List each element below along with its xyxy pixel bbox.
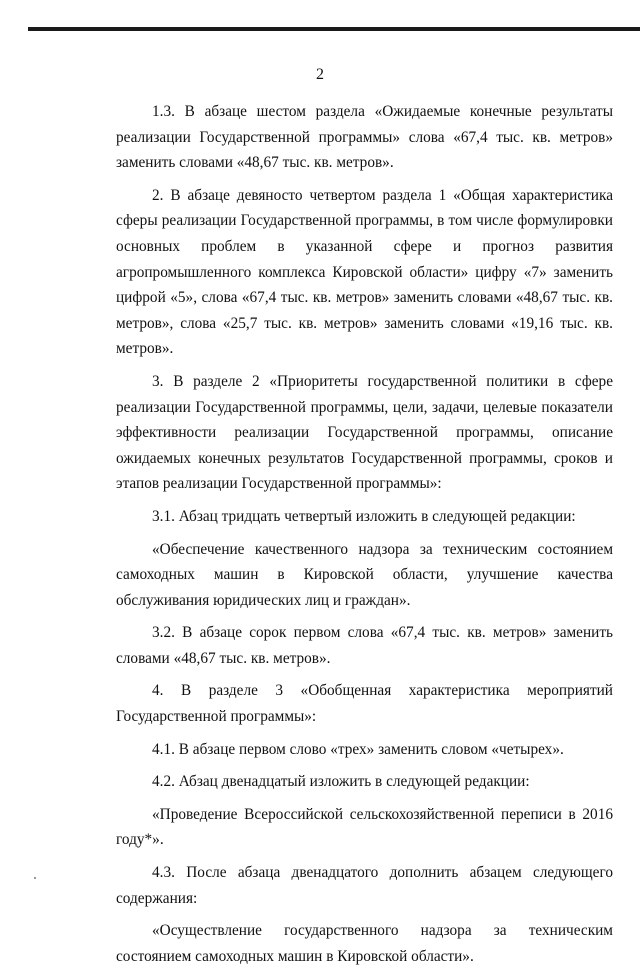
document-body — [116, 99, 613, 976]
paragraph-3-1-quote: «Обеспечение качественного надзора за техническим состоянием самоходных машин в Кировской области, улучшение качества обслуживания юридических лиц и граждан». — [116, 540, 613, 609]
paragraph-2: 2. В абзаце девяносто четвертом раздела 1 «Общая характеристика сферы реализации Государственной программы, в том числе формулировки основных проблем в указанной сфере и прогноз развития агропромышленного комплекса Кировской области» цифру «7» заменить цифрой «5», слова «67,4 тыс. кв. метров» заменить словами «48,67 тыс. кв. метров», слова «25,7 тыс. кв. метров» заменить словами «19,16 тыс. кв. метров». — [116, 186, 613, 358]
paragraph-4-3-quote: «Осуществление государственного надзора за техническим состоянием самоходных машин в Кировской области». — [116, 922, 613, 965]
paragraph-3-2: 3.2. В абзаце сорок первом слова «67,4 тыс. кв. метров» заменить словами «48,67 тыс. кв. метров». — [116, 624, 613, 667]
paragraph-1-3: 1.3. В абзаце шестом раздела «Ожидаемые конечные результаты реализации Государственной программы» слова «67,4 тыс. кв. метров» заменить словами «48,67 тыс. кв. метров». — [116, 103, 613, 172]
paragraph-4-2: 4.2. Абзац двенадцатый изложить в следующей редакции: — [152, 773, 530, 791]
paragraph-4-1: 4.1. В абзаце первом слово «трех» заменить словом «четырех». — [152, 740, 564, 758]
paragraph-4-3: 4.3. После абзаца двенадцатого дополнить абзацем следующего содержания: — [116, 864, 613, 907]
scan-speck — [34, 877, 36, 879]
header-rule — [28, 27, 640, 31]
page-number: 2 — [316, 66, 324, 83]
paragraph-3: 3. В разделе 2 «Приоритеты государственной политики в сфере реализации Государственной программы, цели, задачи, целевые показатели эффективности реализации Государственной программы, описание ожидаемых конечных результатов Государственной программы, сроков и этапов реализации Государственной программы»: — [116, 372, 613, 493]
paragraph-4-2-quote: «Проведение Всероссийской сельскохозяйственной переписи в 2016 году*». — [116, 805, 613, 849]
paragraph-4: 4. В разделе 3 «Обобщенная характеристика мероприятий Государственной программы»: — [116, 682, 613, 726]
paragraph-3-1: 3.1. Абзац тридцать четвертый изложить в следующей редакции: — [152, 507, 576, 525]
